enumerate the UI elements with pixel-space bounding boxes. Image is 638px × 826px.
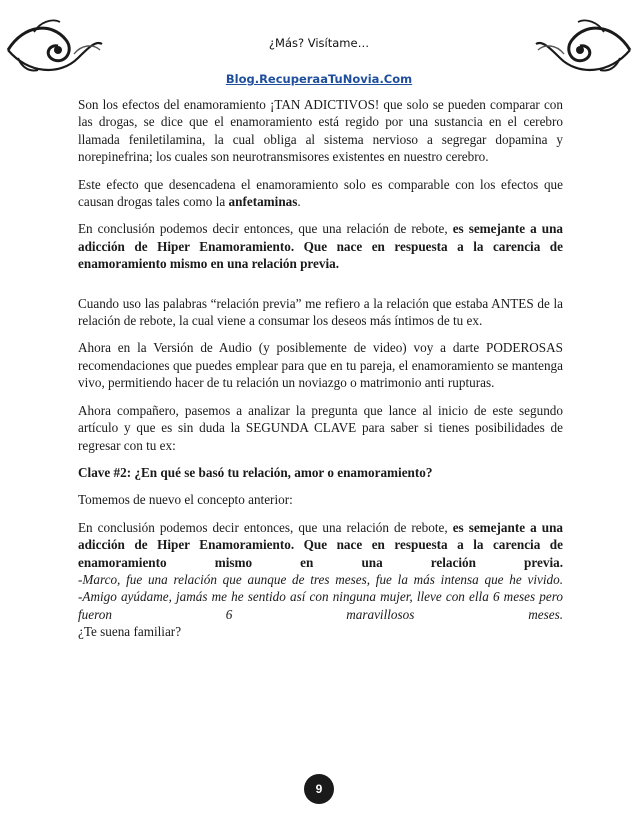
paragraph-3: En conclusión podemos decir entonces, que una relación de rebote, es semejante a una adicción de Hiper Enamoramiento. Que nace en respuesta a la carencia de enamoramiento mismo en una relación previa. [78,221,563,272]
page-number-badge: 9 [304,774,334,804]
paragraph-2: Este efecto que desencadena el enamoramiento solo es comparable con los efectos que causan drogas tales como la anfetaminas. [78,176,563,210]
paragraph-1: Son los efectos del enamoramiento ¡TAN ADICTIVOS! que solo se pueden comparar con las drogas, se dice que el enamoramiento está regido por una sustancia en el cerebro llamada feniletilamina, la cual obliga al sistema nervioso a segregar dopamina y norepinefrina; los cuales son neurotransmisores existentes en nuestro cerebro. [78,97,563,165]
quote-2: -Amigo ayúdame, jamás me he sentido así con ninguna mujer, lleve con ella 6 meses pero fueron 6 maravillosos meses. [78,589,563,622]
paragraph-9: En conclusión podemos decir entonces, que una relación de rebote, es semejante a una adicción de Hiper Enamoramiento. Que nace en respuesta a la carencia de enamoramiento mismo en una relación previa. [78,519,563,570]
paragraph-4: Cuando uso las palabras “relación previa” me refiero a la relación que estaba ANTES de la relación de rebote, la cual viene a consumar los deseos más íntimos de tu ex. [78,295,563,329]
paragraph-6: Ahora compañero, pasemos a analizar la pregunta que lance al inicio de este segundo artículo y que es sin duda la SEGUNDA CLAVE para saber si tienes posibilidades de regresar con tu ex: [78,402,563,453]
document-body [78,96,563,641]
paragraph-8: Tomemos de nuevo el concepto anterior: [78,492,293,508]
page-header [0,36,638,86]
closing-question: ¿Te suena familiar? [78,624,182,640]
paragraph-5: Ahora en la Versión de Audio (y posiblemente de video) voy a darte PODEROSAS recomendaciones que puedes emplear para que en tu pareja, el enamoramiento se mantenga vivo, permitiendo hacer de tu relación un noviazgo o matrimonio anti rupturas. [78,340,563,391]
header-blog-link[interactable]: Blog.RecuperaaTuNovia.Com [225,72,413,86]
key-2-heading: Clave #2: ¿En qué se basó tu relación, amor o enamoramiento? [78,464,433,480]
header-tagline: ¿Más? Visítame… [268,36,370,50]
quote-1: -Marco, fue una relación que aunque de tres meses, fue la más intensa que he vivido. [78,571,563,587]
